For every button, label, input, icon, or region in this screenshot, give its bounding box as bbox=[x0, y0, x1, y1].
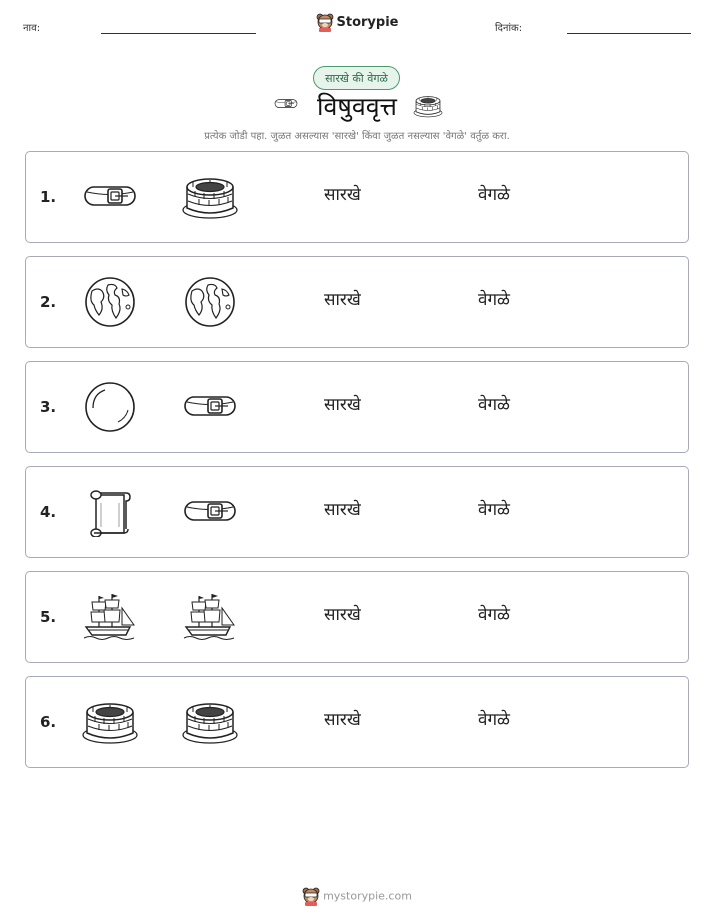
date-line[interactable] bbox=[567, 33, 691, 34]
brand bbox=[0, 13, 714, 32]
ship-icon bbox=[82, 592, 138, 642]
storypie-bear-icon bbox=[316, 13, 334, 32]
scroll-icon bbox=[82, 487, 138, 537]
same-option[interactable]: सारखे bbox=[324, 605, 361, 625]
different-option[interactable]: वेगळे bbox=[478, 605, 510, 625]
question-number: 2. bbox=[40, 293, 57, 311]
belt-icon bbox=[82, 172, 138, 222]
same-option[interactable]: सारखे bbox=[324, 395, 361, 415]
well-icon bbox=[413, 93, 443, 119]
different-option[interactable]: वेगळे bbox=[478, 710, 510, 730]
well-icon bbox=[182, 172, 238, 222]
instructions: प्रत्येक जोडी पहा. जुळत असल्यास 'सारखे' किंवा जुळत नसल्यास 'वेगळे' वर्तुळ करा. bbox=[204, 131, 510, 142]
question-row bbox=[25, 256, 689, 348]
brand-name: Storypie bbox=[336, 15, 399, 30]
question-number: 5. bbox=[40, 608, 57, 626]
globe-icon bbox=[82, 277, 138, 327]
footer bbox=[0, 887, 714, 906]
same-option[interactable]: सारखे bbox=[324, 290, 361, 310]
well-icon bbox=[182, 697, 238, 747]
belt-icon bbox=[182, 487, 238, 537]
question-number: 3. bbox=[40, 398, 57, 416]
well-icon bbox=[82, 697, 138, 747]
footer-url: mystorypie.com bbox=[323, 889, 412, 903]
question-number: 4. bbox=[40, 503, 57, 521]
different-option[interactable]: वेगळे bbox=[478, 395, 510, 415]
name-line[interactable] bbox=[101, 33, 256, 34]
different-option[interactable]: वेगळे bbox=[478, 500, 510, 520]
question-row bbox=[25, 676, 689, 768]
name-label: नाव: bbox=[23, 23, 41, 34]
storypie-bear-icon bbox=[302, 887, 320, 906]
same-option[interactable]: सारखे bbox=[324, 710, 361, 730]
page-title: विषुववृत्त bbox=[317, 92, 397, 121]
different-option[interactable]: वेगळे bbox=[478, 185, 510, 205]
question-number: 6. bbox=[40, 713, 57, 731]
date-label: दिनांक: bbox=[495, 23, 523, 34]
question-number: 1. bbox=[40, 188, 57, 206]
bubble-icon bbox=[82, 382, 138, 432]
different-option[interactable]: वेगळे bbox=[478, 290, 510, 310]
question-row bbox=[25, 466, 689, 558]
ship-icon bbox=[182, 592, 238, 642]
question-row bbox=[25, 151, 689, 243]
question-row bbox=[25, 571, 689, 663]
same-option[interactable]: सारखे bbox=[324, 185, 361, 205]
category-badge: सारखे की वेगळे bbox=[313, 66, 400, 90]
belt-icon bbox=[182, 382, 238, 432]
same-option[interactable]: सारखे bbox=[324, 500, 361, 520]
globe-icon bbox=[182, 277, 238, 327]
question-row bbox=[25, 361, 689, 453]
